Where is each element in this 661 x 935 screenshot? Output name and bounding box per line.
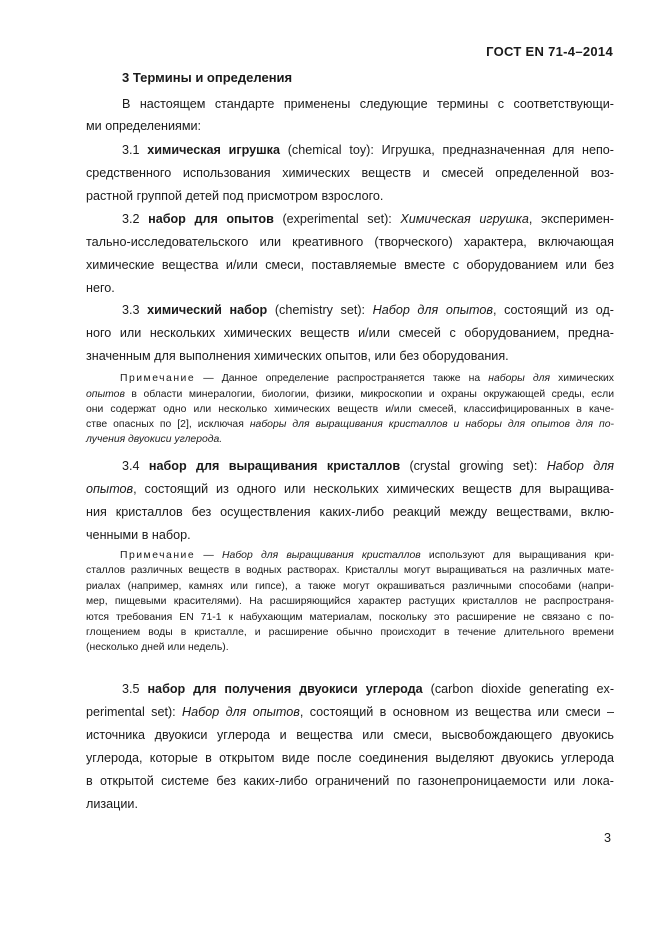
term-name: набор для опытов: [148, 212, 274, 226]
term-3-2-line: [122, 211, 614, 227]
term-text: , эксперимен-: [528, 212, 614, 226]
note-1-line: [86, 388, 614, 401]
note-reference: наборы для: [488, 373, 551, 384]
term-text: , состоящий из од-: [492, 303, 614, 317]
note-text: химических: [558, 373, 614, 384]
note-2-line: глощением воды в кристалле, и расширение обычно происходит в течение длительного времени: [86, 627, 614, 638]
section-title: Термины и определения: [132, 70, 293, 85]
term-english: (carbon dioxide generating ex-: [430, 682, 615, 696]
term-reference: опытов: [86, 482, 134, 496]
term-3-4-line: ченными в набор.: [86, 528, 191, 542]
note-2-line: мер, пищевыми красителями). На расширяющийся характер растущих кристаллов не распространя-: [86, 596, 614, 607]
term-3-1-line: [122, 142, 614, 158]
term-reference: Набор для: [546, 459, 615, 473]
note-1-line: [86, 418, 614, 431]
intro-line: В настоящем стандарте применены следующие термины с соответствующи-: [122, 97, 614, 111]
term-3-5-line: в открытой системе без каких-либо ограничений по газонепроницаемости или лока-: [86, 774, 614, 788]
term-text: , состоящий в основном из вещества или смеси –: [299, 705, 614, 719]
term-reference: Набор для опытов: [182, 705, 300, 719]
term-number: 3.2: [122, 212, 140, 226]
term-name: набор для выращивания кристаллов: [148, 459, 401, 473]
term-3-5-line: [86, 704, 614, 720]
term-3-5-line: [122, 681, 614, 697]
note-1-line: они содержат одно или несколько химических веществ и/или смесей, классифицированных в каче-: [86, 404, 614, 415]
term-name: набор для получения двуокиси углерода: [147, 682, 423, 696]
note-2-line: (несколько дней или недель).: [86, 642, 229, 653]
note-text: в области минералогии, биологии, физики, микроскопии и охраны окружающей среды, если: [131, 389, 614, 400]
term-3-5-line: углерода, которые в открытом виде после соединения выделяют двуокись углерода: [86, 751, 614, 765]
term-3-3-line: [122, 302, 614, 318]
note-1-line: [86, 433, 614, 446]
document-code: ГОСТ EN 71-4–2014: [486, 44, 613, 59]
term-reference: Химическая игрушка: [400, 212, 529, 226]
term-english: (chemical toy):: [287, 143, 374, 157]
term-number: 3.5: [122, 682, 140, 696]
note-reference: наборы для выращивания кристаллов и наборы для опытов для по-: [249, 419, 614, 430]
note-2-line: [120, 549, 614, 562]
term-3-1-line: средственного использования химических веществ и смесей определенной воз-: [86, 166, 614, 180]
note-dash: —: [203, 373, 214, 384]
term-english: (crystal growing set):: [409, 459, 538, 473]
term-reference: Набор для опытов: [372, 303, 493, 317]
note-2-line: сталлов различных веществ в водных растворах. Кристаллы могут выращиваться на различных мате-: [86, 565, 614, 576]
term-text: Игрушка, предназначенная для непо-: [381, 143, 614, 157]
term-3-5-line: лизации.: [86, 797, 138, 811]
note-reference: опытов: [86, 389, 125, 400]
term-english: perimental set):: [86, 705, 176, 719]
term-english: (experimental set):: [282, 212, 392, 226]
term-3-2-line: химические вещества и/или смеси, поставляемые вместе с оборудованием или без: [86, 258, 614, 272]
term-number: 3.3: [122, 303, 140, 317]
term-text: , состоящий из одного или нескольких химических веществ для выращива-: [133, 482, 614, 496]
note-reference: лучения двуокиси углерода.: [86, 434, 223, 445]
intro-line: ми определениями:: [86, 119, 202, 133]
note-2-line: риалах (например, камнях или гипсе), а также могут окрашиваться различными способами (напри-: [86, 581, 614, 592]
note-text: стве опасных по [2], исключая: [86, 419, 244, 430]
term-3-4-line: [86, 481, 614, 497]
note-label: Примечание: [120, 550, 196, 561]
note-text: используют для выращивания кри-: [428, 550, 615, 561]
term-3-5-line: источника двуокиси углерода и вещества или смеси, высвобождающего двуокись: [86, 728, 614, 742]
term-number: 3.4: [122, 459, 140, 473]
note-label: Примечание: [120, 373, 196, 384]
note-text: Данное определение распространяется также на: [221, 373, 481, 384]
note-reference: Набор для выращивания кристаллов: [222, 550, 421, 561]
note-2-line: ются требования EN 71-1 к набухающим материалам, поскольку это расширение не связано с по-: [86, 612, 614, 623]
term-number: 3.1: [122, 143, 140, 157]
page-number: 3: [604, 831, 612, 845]
section-heading: [122, 70, 614, 86]
term-name: химическая игрушка: [147, 143, 280, 157]
term-3-3-line: значенным для выполнения химических опытов, или без оборудования.: [86, 349, 509, 363]
term-3-2-line: него.: [86, 281, 115, 295]
note-1-line: [120, 372, 614, 385]
term-3-2-line: тально-исследовательского или креативного (творческого) характера, включающая: [86, 235, 614, 249]
term-3-3-line: ного или нескольких химических веществ и/или смесей с оборудованием, предна-: [86, 326, 614, 340]
note-dash: —: [203, 550, 214, 561]
term-3-4-line: [122, 458, 614, 474]
term-3-1-line: растной группой детей под присмотром взрослого.: [86, 189, 384, 203]
section-number: 3: [122, 70, 130, 85]
term-english: (chemistry set):: [274, 303, 366, 317]
term-3-4-line: ния кристаллов без осуществления каких-либо реакций между веществами, вклю-: [86, 505, 614, 519]
term-name: химический набор: [147, 303, 268, 317]
